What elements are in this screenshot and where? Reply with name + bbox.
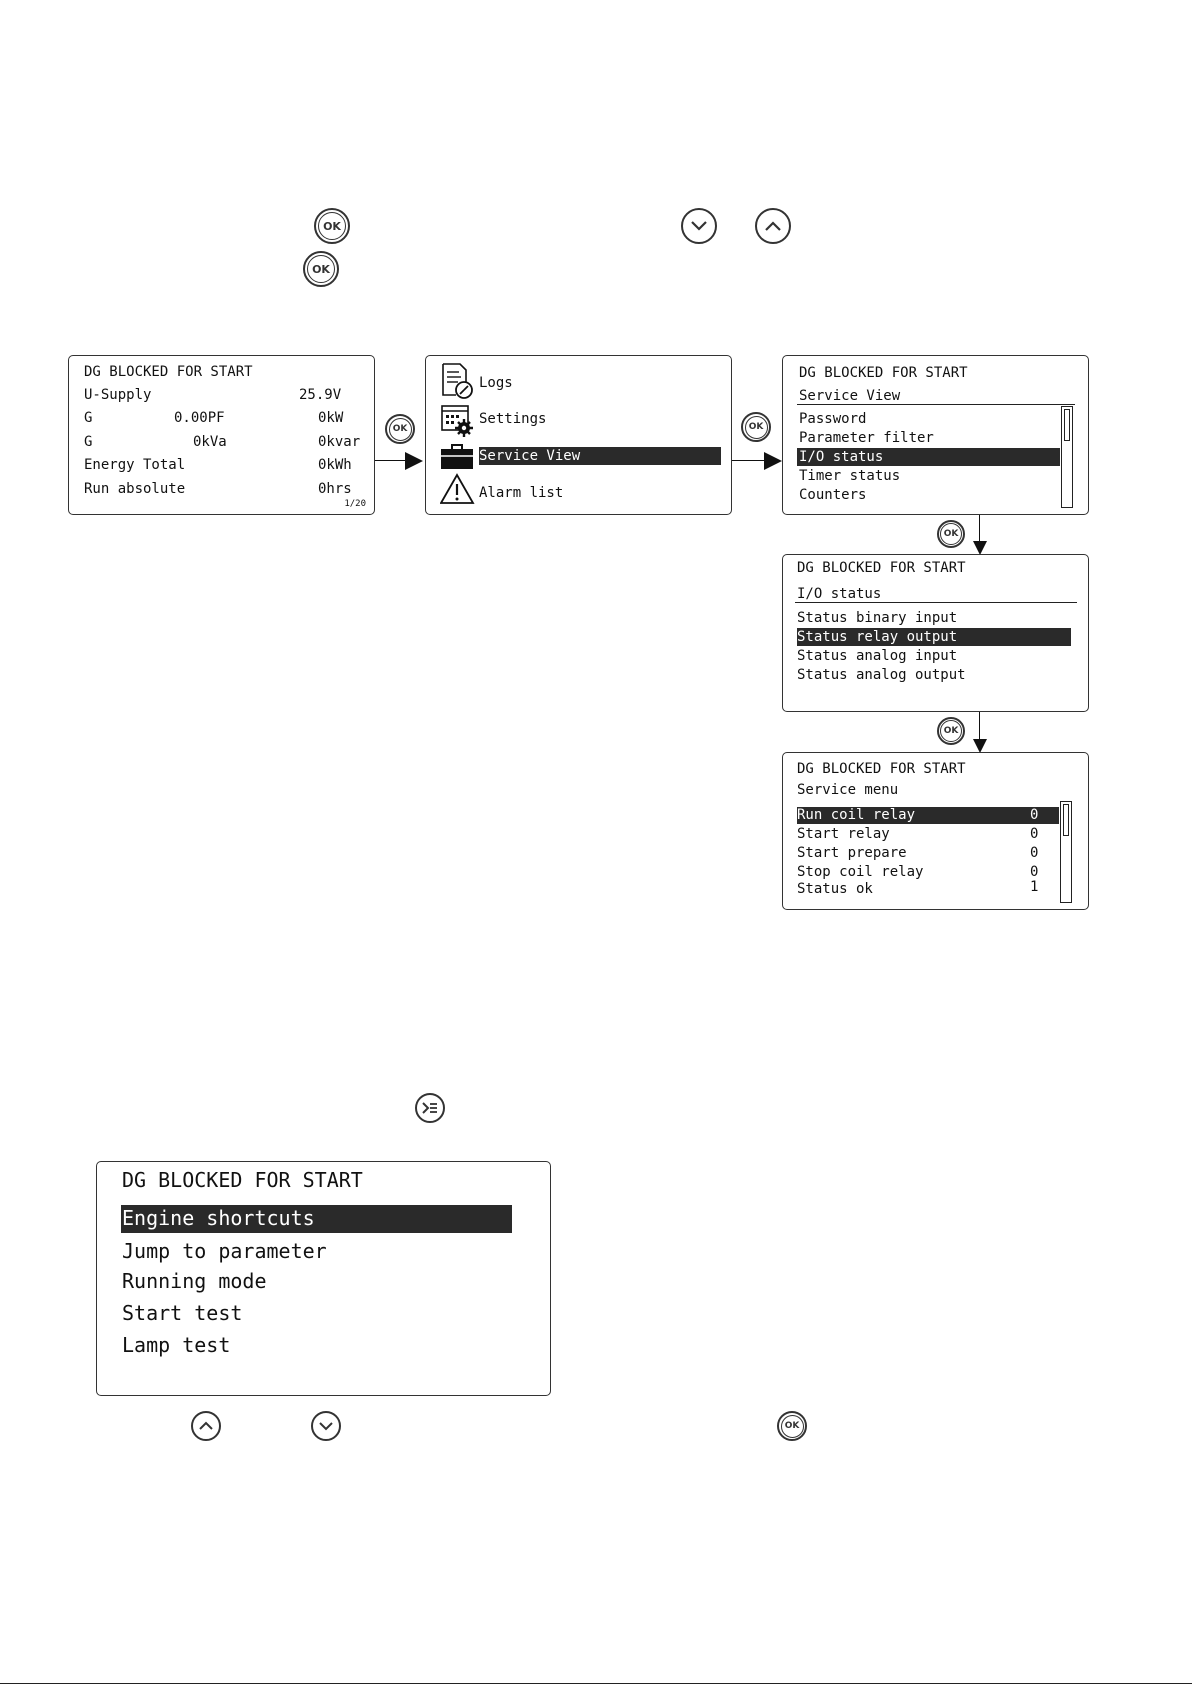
list-item[interactable]: Timer status	[799, 468, 901, 484]
row-label: Run coil relay	[797, 807, 916, 823]
flow-arrow-head	[973, 739, 987, 753]
flow-arrow	[375, 460, 405, 461]
row-mid: 0kVa	[193, 434, 227, 450]
page-indicator: 1/20	[344, 499, 366, 509]
ok-button-icon: OK	[937, 717, 965, 745]
down-button-icon	[681, 208, 717, 244]
row-value: 1	[1030, 879, 1039, 895]
warning-icon	[440, 473, 476, 505]
row-label: Energy Total	[84, 457, 186, 473]
list-item[interactable]: Status analog output	[797, 667, 966, 683]
flow-arrow-head	[764, 452, 782, 470]
row-label: G	[84, 410, 93, 426]
menu-item-label: Settings	[479, 411, 547, 427]
logs-icon	[440, 362, 476, 400]
scrollbar[interactable]	[1060, 801, 1072, 903]
scrollbar[interactable]	[1061, 406, 1073, 508]
menu-screen	[425, 355, 732, 515]
divider	[795, 602, 1077, 603]
list-item[interactable]: Engine shortcuts	[122, 1206, 315, 1230]
screen-title: DG BLOCKED FOR START	[122, 1168, 363, 1192]
menu-item-label: Alarm list	[479, 485, 564, 501]
row-label: U-Supply	[84, 387, 152, 403]
list-item[interactable]: Status analog input	[797, 648, 958, 664]
ok-button-icon: OK	[741, 412, 771, 442]
screen-title: DG BLOCKED FOR START	[797, 761, 966, 777]
row-label: Stop coil relay	[797, 864, 924, 880]
up-button-icon	[191, 1411, 221, 1441]
list-item[interactable]: Parameter filter	[799, 430, 934, 446]
screen-subtitle: Service menu	[797, 782, 899, 798]
ok-button-icon: OK	[385, 414, 415, 444]
row-value: 0kWh	[318, 457, 352, 473]
list-item[interactable]: Jump to parameter	[122, 1239, 327, 1263]
row-value: 0kW	[318, 410, 344, 426]
list-item[interactable]: Start test	[122, 1301, 243, 1325]
flow-arrow-head	[405, 452, 423, 470]
screen-subtitle: I/O status	[797, 586, 882, 602]
io-status-screen	[782, 554, 1089, 712]
row-value: 0	[1030, 807, 1039, 823]
shortcut-menu-button-icon	[415, 1093, 445, 1123]
list-item[interactable]: I/O status	[799, 449, 884, 465]
row-value: 0kvar	[318, 434, 361, 450]
row-value: 0hrs	[318, 481, 352, 497]
screen-title: DG BLOCKED FOR START	[797, 560, 966, 576]
row-label: G	[84, 434, 93, 450]
screen-subtitle: Service View	[799, 388, 901, 404]
service-view-screen	[782, 355, 1089, 515]
list-item[interactable]: Counters	[799, 487, 867, 503]
down-button-icon	[311, 1411, 341, 1441]
ok-button-icon: OK	[777, 1411, 807, 1441]
row-label: Status ok	[797, 881, 873, 897]
row-mid: 0.00PF	[174, 410, 225, 426]
list-item[interactable]: Status binary input	[797, 610, 958, 626]
service-menu-screen	[782, 752, 1089, 910]
list-item[interactable]: Password	[799, 411, 867, 427]
page-bottom-rule	[0, 1683, 1192, 1684]
divider	[797, 404, 1075, 405]
list-item[interactable]: Status relay output	[797, 629, 958, 645]
row-label: Start relay	[797, 826, 890, 842]
ok-button-icon: OK	[303, 251, 339, 287]
ok-button-icon: OK	[937, 520, 965, 548]
up-button-icon	[755, 208, 791, 244]
row-value: 0	[1030, 845, 1039, 861]
row-value: 0	[1030, 826, 1039, 842]
row-value: 25.9V	[299, 387, 342, 403]
settings-icon	[440, 404, 476, 438]
main-screen	[68, 355, 375, 515]
screen-title: DG BLOCKED FOR START	[84, 364, 253, 380]
screen-title: DG BLOCKED FOR START	[799, 365, 968, 381]
menu-item-label: Logs	[479, 375, 513, 391]
row-value: 0	[1030, 864, 1039, 880]
toolbox-icon	[440, 443, 476, 471]
list-item[interactable]: Lamp test	[122, 1333, 231, 1357]
row-label: Run absolute	[84, 481, 186, 497]
row-label: Start prepare	[797, 845, 907, 861]
flow-arrow	[732, 460, 766, 461]
list-item[interactable]: Running mode	[122, 1269, 267, 1293]
ok-button-icon: OK	[314, 208, 350, 244]
flow-arrow-head	[973, 541, 987, 555]
menu-item-label: Service View	[479, 448, 581, 464]
shortcut-screen	[96, 1161, 551, 1396]
